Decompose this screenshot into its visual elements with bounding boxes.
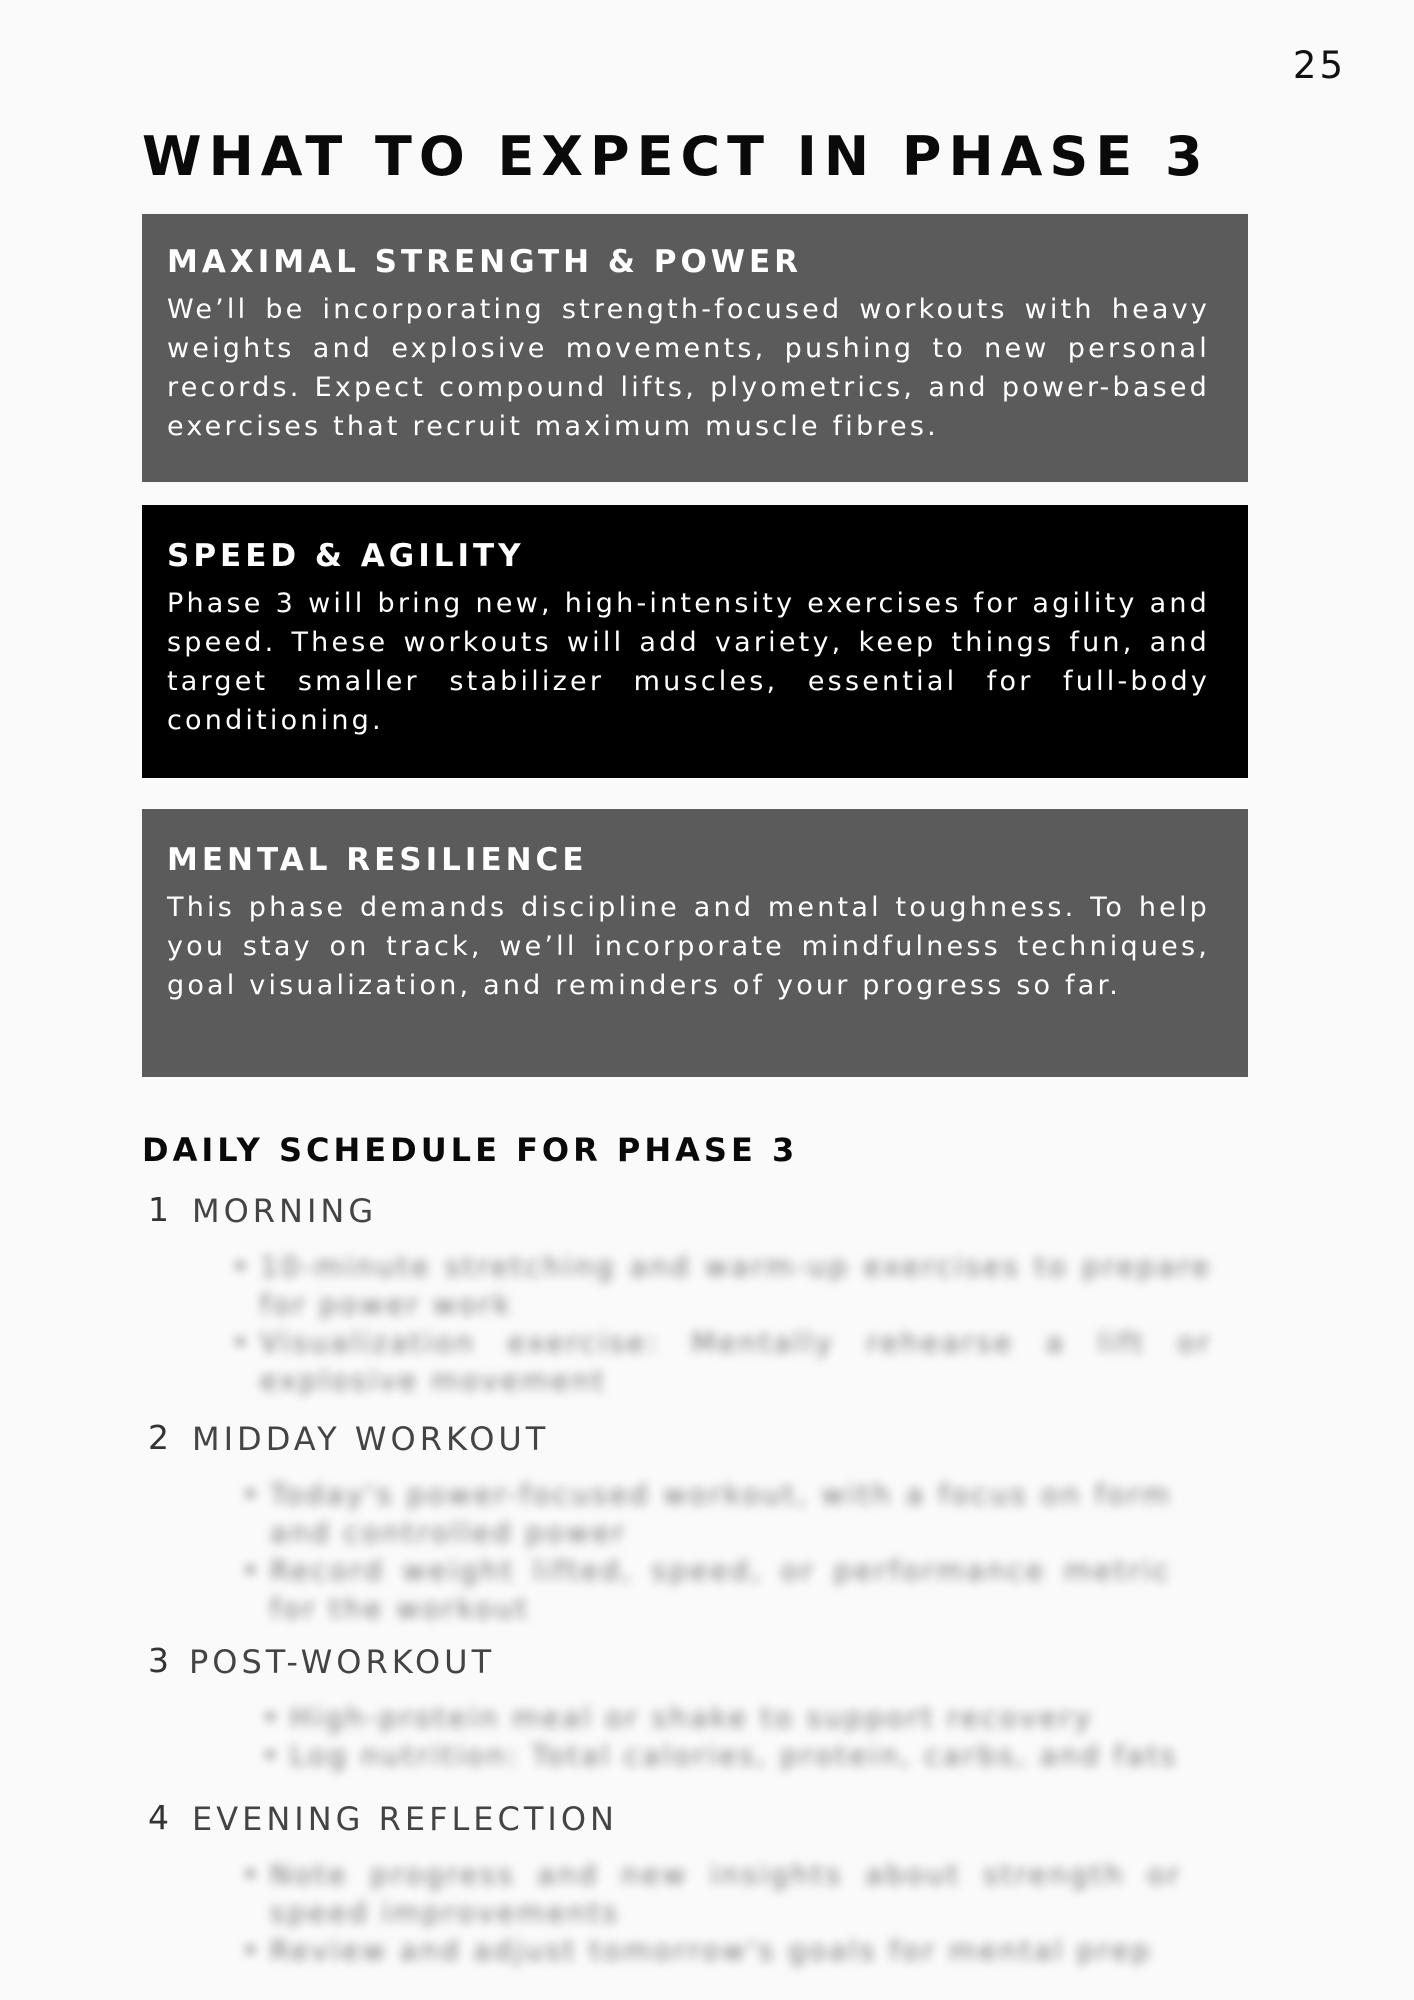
step-number: 2 — [148, 1418, 169, 1457]
schedule-step-midday-workout — [142, 1418, 1248, 1625]
step-label: POST-WORKOUT — [189, 1643, 496, 1681]
list-item: • High-protein meal or shake to support recovery — [262, 1699, 1212, 1737]
step-items — [232, 1248, 1212, 1400]
step-label: MIDDAY WORKOUT — [192, 1420, 550, 1458]
step-number: 3 — [148, 1641, 169, 1680]
step-number: 4 — [148, 1798, 169, 1837]
step-items — [242, 1856, 1182, 1970]
list-item: • Review and adjust tomorrow's goals for mental prep — [242, 1932, 1182, 1970]
card-body: We’ll be incorporating strength-focused workouts with heavy weights and explosive movements, pushing to new personal records. Expect compound lifts, plyometrics, and power-based exercises that recruit maximum muscle fibres. — [167, 294, 1210, 442]
schedule-step-evening-reflection — [142, 1798, 1248, 1967]
schedule-step-morning — [142, 1190, 1248, 1397]
list-item: • Record weight lifted, speed, or performance metric for the workout — [242, 1552, 1172, 1628]
schedule-step-post-workout — [142, 1641, 1248, 1772]
list-item: • 10-minute stretching and warm-up exercises to prepare for power work — [232, 1248, 1212, 1324]
list-item: • Note progress and new insights about strength or speed improvements — [242, 1856, 1182, 1932]
list-item: • Today's power-focused workout, with a focus on form and controlled power — [242, 1476, 1172, 1552]
list-item: • Visualization exercise: Mentally rehearse a lift or explosive movement — [232, 1324, 1212, 1400]
schedule-title: DAILY SCHEDULE FOR PHASE 3 — [142, 1131, 799, 1169]
step-items — [262, 1699, 1212, 1775]
card-heading: SPEED & AGILITY — [167, 538, 525, 574]
card-heading: MENTAL RESILIENCE — [167, 842, 588, 878]
step-label: MORNING — [192, 1192, 378, 1230]
card-speed-agility — [142, 505, 1248, 778]
page-title: WHAT TO EXPECT IN PHASE 3 — [142, 125, 1210, 188]
card-body: This phase demands discipline and mental toughness. To help you stay on track, we’ll incorporate mindfulness techniques, goal visualization, and reminders of your progress so far. — [167, 892, 1210, 1001]
step-label: EVENING REFLECTION — [192, 1800, 618, 1838]
card-body: Phase 3 will bring new, high-intensity exercises for agility and speed. These workouts will add variety, keep things fun, and target smaller stabilizer muscles, essential for full-body conditioning. — [167, 588, 1210, 736]
list-item: • Log nutrition: Total calories, protein, carbs, and fats — [262, 1737, 1212, 1775]
step-items — [242, 1476, 1172, 1628]
card-heading: MAXIMAL STRENGTH & POWER — [167, 244, 803, 280]
card-maximal-strength — [142, 214, 1248, 482]
step-number: 1 — [148, 1190, 169, 1229]
card-mental-resilience — [142, 809, 1248, 1077]
page-number: 25 — [1292, 44, 1346, 87]
